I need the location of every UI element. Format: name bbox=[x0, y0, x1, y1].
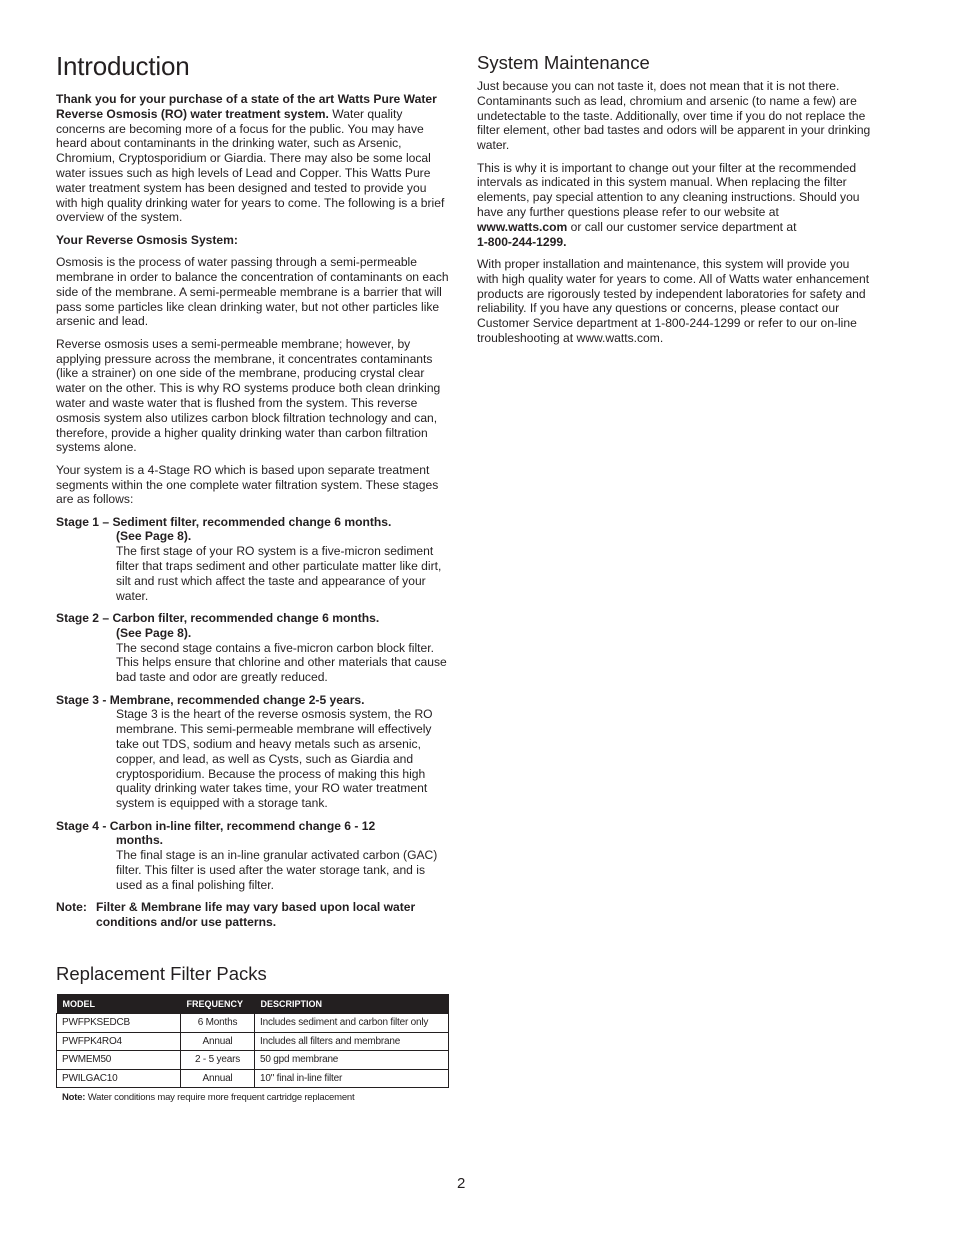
table-row bbox=[57, 1014, 449, 1033]
right-column bbox=[477, 52, 871, 353]
stage-description: The final stage is an in-line granular activated carbon (GAC) filter. This filter is used after the water storage tank, and is used as a final polishing filter. bbox=[116, 848, 438, 892]
maintenance-paragraph-3: With proper installation and maintenance, this system will provide you with high quality water for years to come. All of Watts water enhancement products are rigorously tested by independent laboratories for safety and reliability. If you have any questions or concerns, please contact our Customer Service department at 1-800-244-1299 or refer to our on-line troubleshooting at www.watts.com. bbox=[477, 256, 870, 345]
frequency-cell: Annual bbox=[181, 1032, 255, 1051]
table-note-text: Water conditions may require more frequent cartridge replacement bbox=[85, 1092, 355, 1103]
note-text: Filter & Membrane life may vary based upon local water conditions and/or use patterns. bbox=[96, 900, 416, 929]
ro-subheading: Your Reverse Osmosis System: bbox=[56, 232, 238, 247]
description-cell: Includes sediment and carbon filter only bbox=[255, 1014, 449, 1033]
intro-paragraph bbox=[56, 92, 450, 225]
stage-title: Stage 4 - Carbon in-line filter, recommend change 6 - 12 bbox=[56, 818, 376, 833]
stage-ref: (See Page 8). bbox=[116, 625, 192, 640]
stage-description: The first stage of your RO system is a five-micron sediment filter that traps sediment and other particulate matter like dirt, silt and rust which affect the taste and appearance of your water. bbox=[116, 544, 442, 603]
website-link[interactable]: www.watts.com bbox=[477, 219, 568, 234]
osmosis-paragraph: Osmosis is the process of water passing through a semi-permeable membrane in order to balance the concentration of contaminants on each side of the membrane. A semi-permeable membrane is a barrier that will pass some particles like clean drinking water, but not other particles like arsenic and lead. bbox=[56, 255, 449, 329]
model-cell: PWMEM50 bbox=[57, 1051, 181, 1070]
column-header-description: DESCRIPTION bbox=[255, 994, 449, 1014]
phone-number: 1-800-244-1299. bbox=[477, 234, 567, 249]
stage-description: Stage 3 is the heart of the reverse osmosis system, the RO membrane. This semi-permeable membrane will effectively take out TDS, sodium and heavy metals such as arsenic, copper, and lead, as well as Cysts, such as Giardia and cryptosporidium. Because the process of making this high quality drinking water takes time, your RO water treatment system is equipped with a storage tank. bbox=[116, 707, 433, 811]
column-header-model: MODEL bbox=[57, 994, 181, 1014]
model-cell: PWFPK4RO4 bbox=[57, 1032, 181, 1051]
intro-lead: Thank you for your purchase of a state of the art Watts Pure Water Reverse Osmosis (RO) water treatment system. bbox=[56, 92, 437, 121]
table-note-label: Note: bbox=[62, 1092, 86, 1103]
table-row bbox=[57, 1032, 449, 1051]
stage-title: Stage 2 – Carbon filter, recommended change 6 months. bbox=[56, 611, 380, 626]
filter-table bbox=[56, 994, 449, 1088]
column-header-frequency: FREQUENCY bbox=[181, 994, 255, 1014]
maintenance-heading: System Maintenance bbox=[477, 52, 650, 73]
frequency-cell: 6 Months bbox=[181, 1014, 255, 1033]
stages-intro-paragraph: Your system is a 4-Stage RO which is based upon separate treatment segments within the one complete water filtration system. These stages are as follows: bbox=[56, 462, 439, 507]
stage-description: The second stage contains a five-micron carbon block filter. This helps ensure that chlorine and other materials that cause bad taste and odor are greatly reduced. bbox=[116, 640, 447, 685]
maintenance-paragraph-1: Just because you can not taste it, does not mean that it is not there. Contaminants such as lead, chromium and arsenic (to name a few) are undetectable to the taste. Additionally, over time if you do not replace the filter element, other bad tastes and odors will be apparent in your drinking water. bbox=[477, 79, 871, 153]
filter-life-note bbox=[56, 900, 450, 930]
maintenance-text: or call our customer service department at bbox=[567, 219, 797, 234]
description-cell: 50 gpd membrane bbox=[255, 1051, 449, 1070]
stage-ref: (See Page 8). bbox=[116, 529, 192, 544]
stage-title: Stage 3 - Membrane, recommended change 2-5 years. bbox=[56, 692, 365, 707]
stage-item bbox=[56, 611, 450, 685]
maintenance-paragraph-2 bbox=[477, 161, 871, 250]
table-row bbox=[57, 1069, 449, 1088]
note-label: Note: bbox=[56, 900, 87, 915]
stage-item bbox=[56, 693, 450, 811]
description-cell: Includes all filters and membrane bbox=[255, 1032, 449, 1051]
model-cell: PWFPKSEDCB bbox=[57, 1014, 181, 1033]
reverse-osmosis-paragraph: Reverse osmosis uses a semi-permeable membrane; however, by applying pressure across the membrane, it concentrates contaminants (like a strainer) on one side of the membrane, producing crystal clear water on the other. This is why RO systems produce both clean drinking water and waste water that is flushed from the system. This reverse osmosis system also utilizes carbon block filtration technology and can, therefore, provide a higher quality drinking water than carbon filtration systems alone. bbox=[56, 336, 441, 455]
model-cell: PWILGAC10 bbox=[57, 1069, 181, 1088]
stage-ref: months. bbox=[116, 833, 164, 848]
replacement-filter-section bbox=[56, 963, 449, 1103]
maintenance-text: This is why it is important to change out your filter at the recommended intervals as indicated in this system manual. When replacing the filter elements, pay special attention to any cleaning instructions. Should you have any further questions please refer to our website at bbox=[477, 160, 860, 219]
table-header-row bbox=[57, 994, 449, 1014]
stage-title: Stage 1 – Sediment filter, recommended change 6 months. bbox=[56, 514, 392, 529]
stage-item bbox=[56, 819, 450, 893]
table-row bbox=[57, 1051, 449, 1070]
description-cell: 10" final in-line filter bbox=[255, 1069, 449, 1088]
frequency-cell: 2 - 5 years bbox=[181, 1051, 255, 1070]
replacement-filter-heading: Replacement Filter Packs bbox=[56, 963, 267, 984]
stage-item bbox=[56, 515, 450, 604]
table-note bbox=[62, 1092, 449, 1103]
left-column bbox=[56, 50, 450, 937]
frequency-cell: Annual bbox=[181, 1069, 255, 1088]
page-number: 2 bbox=[457, 1175, 466, 1192]
page-title: Introduction bbox=[56, 51, 190, 81]
intro-body: Water quality concerns are becoming more of a focus for the public. You may have heard about contaminants in the drinking water, such as Arsenic, Chromium, Cryptosporidium or Giardia. There may also be some local water issues such as high levels of Lead and Copper. This Watts Pure water treatment system has been designed and tested to provide you with high quality drinking water for years to come. The following is a brief overview of the system. bbox=[56, 106, 445, 225]
